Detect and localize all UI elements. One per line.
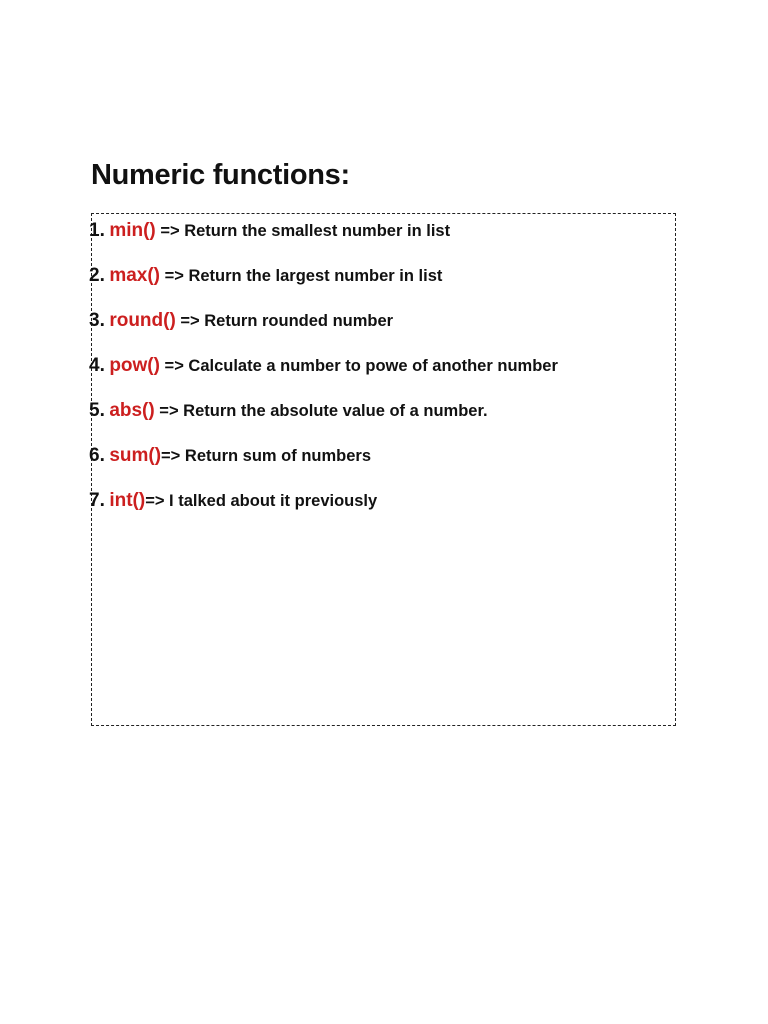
- item-number: 2.: [89, 265, 105, 286]
- function-description: => Calculate a number to powe of another number: [159, 357, 558, 375]
- function-name: max(): [109, 265, 160, 286]
- function-name: int(): [109, 490, 146, 511]
- function-name: min(): [109, 220, 156, 241]
- item-number: 1.: [89, 220, 105, 241]
- list-item-abs: [89, 396, 558, 441]
- function-name: abs(): [109, 400, 155, 421]
- list-item-max: [89, 261, 558, 306]
- function-description: => Return the largest number in list: [160, 267, 443, 285]
- list-item-round: [89, 306, 558, 351]
- function-name: pow(): [109, 355, 160, 376]
- list-item-sum: [89, 441, 558, 486]
- item-number: 7.: [89, 490, 105, 511]
- function-name: sum(): [109, 445, 162, 466]
- function-name: round(): [109, 310, 176, 331]
- item-number: 5.: [89, 400, 105, 421]
- list-item-min: [89, 216, 558, 261]
- item-number: 3.: [89, 310, 105, 331]
- function-description: => I talked about it previously: [145, 492, 378, 510]
- item-number: 6.: [89, 445, 105, 466]
- function-description: => Return rounded number: [175, 312, 394, 330]
- list-item-int: [89, 486, 558, 531]
- function-description: => Return the smallest number in list: [155, 222, 451, 240]
- item-number: 4.: [89, 355, 105, 376]
- function-description: => Return the absolute value of a number.: [154, 402, 488, 420]
- page-title: Numeric functions:: [91, 159, 350, 191]
- function-description: => Return sum of numbers: [161, 447, 372, 465]
- function-list: [89, 216, 558, 531]
- list-item-pow: [89, 351, 558, 396]
